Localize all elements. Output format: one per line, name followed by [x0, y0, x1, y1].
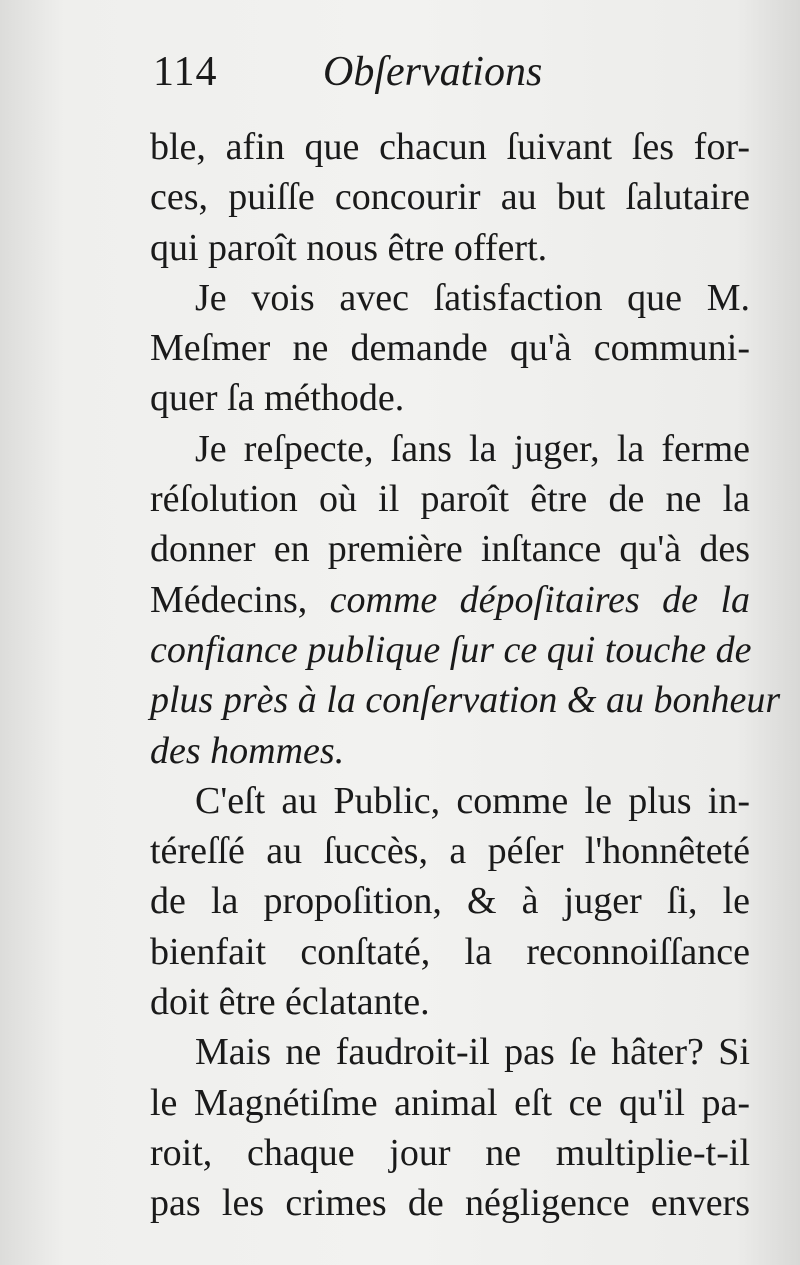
text-line-content: ces, puiſſe concourir au but ſalutaire [150, 176, 750, 219]
text-line [150, 826, 750, 876]
text-line-content: pas les crimes de négligence envers [150, 1182, 750, 1225]
text-line [150, 273, 750, 323]
text-line-content: roit, chaque jour ne multiplie-t-il [150, 1131, 750, 1174]
text-line-content: doit être éclatante. [150, 981, 430, 1024]
text-line-content: Mais ne faudroit-il pas ſe hâter? Si [195, 1031, 750, 1074]
text-line [150, 1027, 750, 1077]
text-line-content: bienfait conſtaté, la reconnoiſſance [150, 930, 750, 973]
text-line [150, 776, 750, 826]
text-line [150, 1078, 750, 1128]
text-line [150, 876, 750, 926]
page-number: 114 [153, 49, 218, 95]
text-line-content: des hommes. [150, 729, 345, 772]
text-line [150, 575, 750, 625]
text-line [150, 474, 750, 524]
text-line [150, 524, 750, 574]
text-line [150, 373, 750, 423]
text-line-content: plus près à la conſervation & au bonheur [150, 679, 781, 722]
text-line-content: C'eſt au Public, comme le plus in- [195, 779, 750, 822]
text-line-content: confiance publique ſur ce qui touche de [150, 628, 752, 671]
text-line-content: de la propoſition, & à juger ſi, le [150, 880, 750, 923]
text-line-content: réſolution où il paroît être de ne la [150, 478, 750, 521]
text-line [150, 1178, 750, 1228]
text-line [150, 726, 750, 776]
text-line [150, 223, 750, 273]
body-text [150, 122, 781, 1229]
text-line [150, 927, 750, 977]
text-line-content: Je reſpecte, ſans la juger, la ferme [195, 427, 750, 470]
text-line [150, 625, 750, 675]
text-line [150, 172, 750, 222]
text-line [150, 424, 750, 474]
text-line-content: Médecins, [150, 578, 330, 621]
text-line-content: Meſmer ne demande qu'à communi- [150, 327, 750, 370]
text-line-italic: comme dépoſitaires de la [329, 578, 751, 621]
running-head: Obſervations [323, 49, 543, 95]
text-line [150, 323, 750, 373]
text-line-content: qui paroît nous être offert. [150, 226, 548, 269]
text-line-content: téreſſé au ſuccès, a péſer l'honnêteté [150, 830, 750, 873]
text-line [150, 122, 750, 172]
text-line-content: quer ſa méthode. [150, 377, 405, 420]
text-line [150, 977, 750, 1027]
text-line [150, 675, 781, 725]
text-line-content: donner en première inſtance qu'à des [150, 528, 750, 571]
page-header [153, 48, 753, 108]
text-line-content: le Magnétiſme animal eſt ce qu'il pa- [150, 1081, 750, 1124]
text-line-content: Je vois avec ſatisfaction que M. [195, 276, 750, 319]
text-line-content: ble, afin que chacun ſuivant ſes for- [150, 126, 750, 168]
text-line [150, 1128, 750, 1178]
